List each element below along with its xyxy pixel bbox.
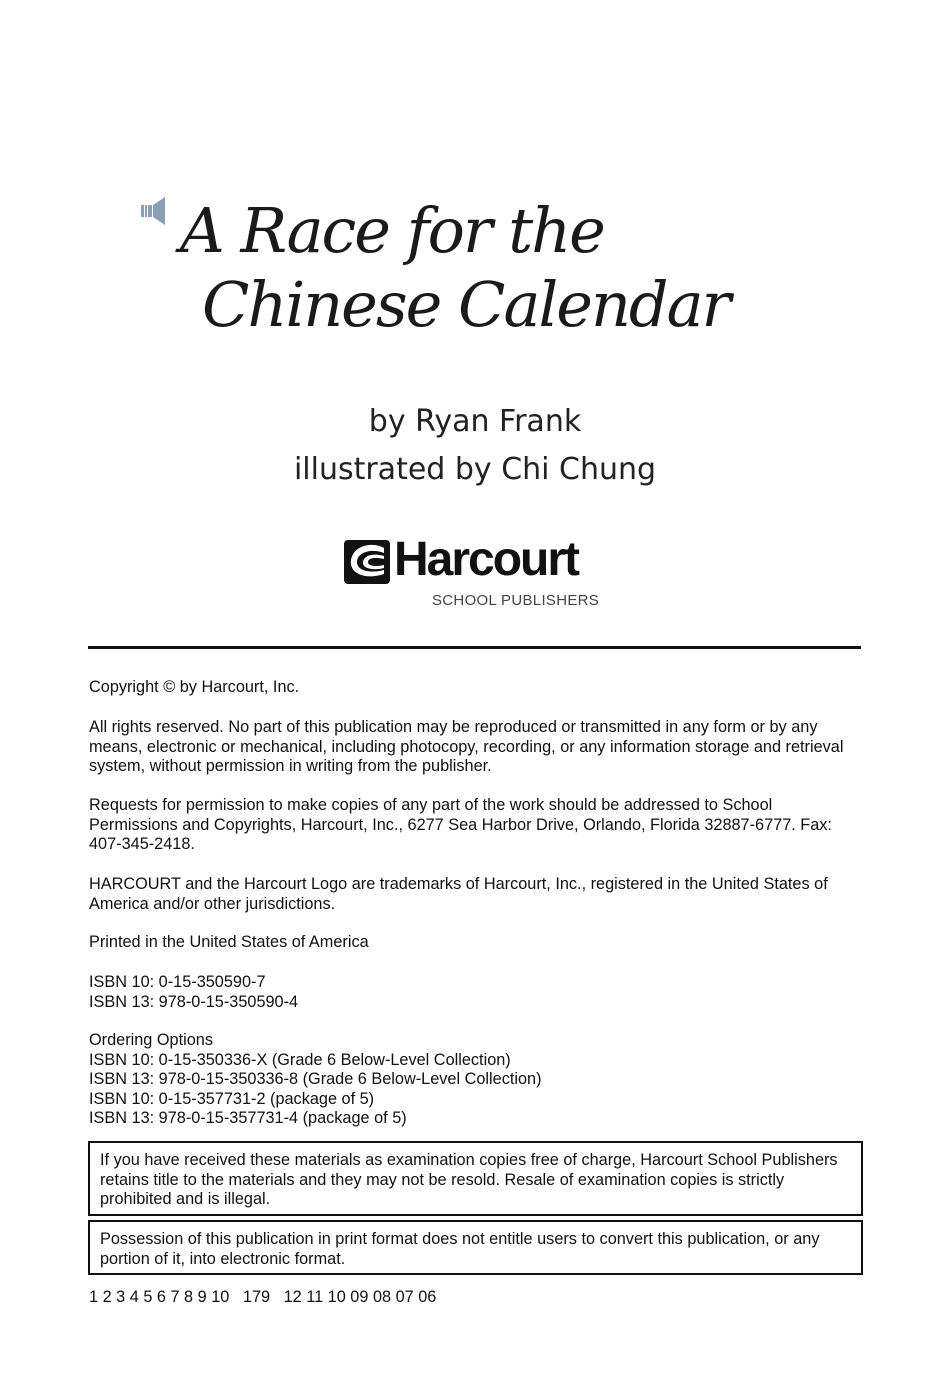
copyright-notice: Copyright © by Harcourt, Inc.	[89, 678, 300, 696]
publisher-subtitle: SCHOOL PUBLISHERS	[432, 592, 600, 609]
harcourt-logo-icon	[344, 540, 390, 584]
printed-line: Printed in the United States of America	[89, 933, 369, 951]
ordering-item: ISBN 13: 978-0-15-350336-8 (Grade 6 Below-Level Collection)	[89, 1070, 542, 1089]
publisher-name: Harcourt	[394, 533, 579, 586]
speaker-icon[interactable]	[140, 196, 166, 226]
print-line: 1 2 3 4 5 6 7 8 9 10 179 12 11 10 09 08 07 06	[89, 1288, 437, 1306]
illustrator-line: illustrated by Chi Chung	[293, 452, 657, 487]
ordering-item: ISBN 10: 0-15-357731-2 (package of 5)	[89, 1089, 375, 1108]
isbn-block	[89, 973, 864, 1012]
isbn-10: ISBN 10: 0-15-350590-7	[89, 973, 266, 991]
ordering-item: ISBN 10: 0-15-350336-X (Grade 6 Below-Level Collection)	[89, 1050, 511, 1069]
author-line: by Ryan Frank	[368, 404, 582, 439]
title-block	[140, 178, 800, 341]
electronic-format-notice: Possession of this publication in print format does not entitle users to convert this publication, or any portion of it, into electronic format.	[88, 1220, 863, 1275]
ordering-item: ISBN 13: 978-0-15-357731-4 (package of 5)	[89, 1109, 407, 1128]
trademark-paragraph: HARCOURT and the Harcourt Logo are trademarks of Harcourt, Inc., registered in the United States of America and/or other jurisdictions.	[89, 875, 828, 913]
exam-copy-notice: If you have received these materials as examination copies free of charge, Harcourt School Publishers retains title to the materials and they may not be resold. Resale of examination copies is strictly prohibited and is illegal.	[88, 1141, 863, 1216]
isbn-13: ISBN 13: 978-0-15-350590-4	[89, 992, 299, 1011]
publisher-logo	[344, 533, 606, 614]
divider	[88, 646, 861, 649]
permissions-paragraph: Requests for permission to make copies of any part of the work should be addressed to School Permissions and Copyrights, Harcourt, Inc., 6277 Sea Harbor Drive, Orlando, Florida 32887-6777. Fax: 407-345-2418.	[89, 796, 832, 854]
book-title-line-1: A Race for the	[180, 194, 604, 267]
ordering-heading: Ordering Options	[89, 1031, 213, 1049]
ordering-options	[89, 1031, 864, 1129]
rights-paragraph: All rights reserved. No part of this publication may be reproduced or transmitted in any form or by any means, electronic or mechanical, including photocopy, recording, or any information storage and retrieval system, without permission in writing from the publisher.	[89, 718, 844, 776]
book-title-line-2: Chinese Calendar	[202, 268, 730, 341]
